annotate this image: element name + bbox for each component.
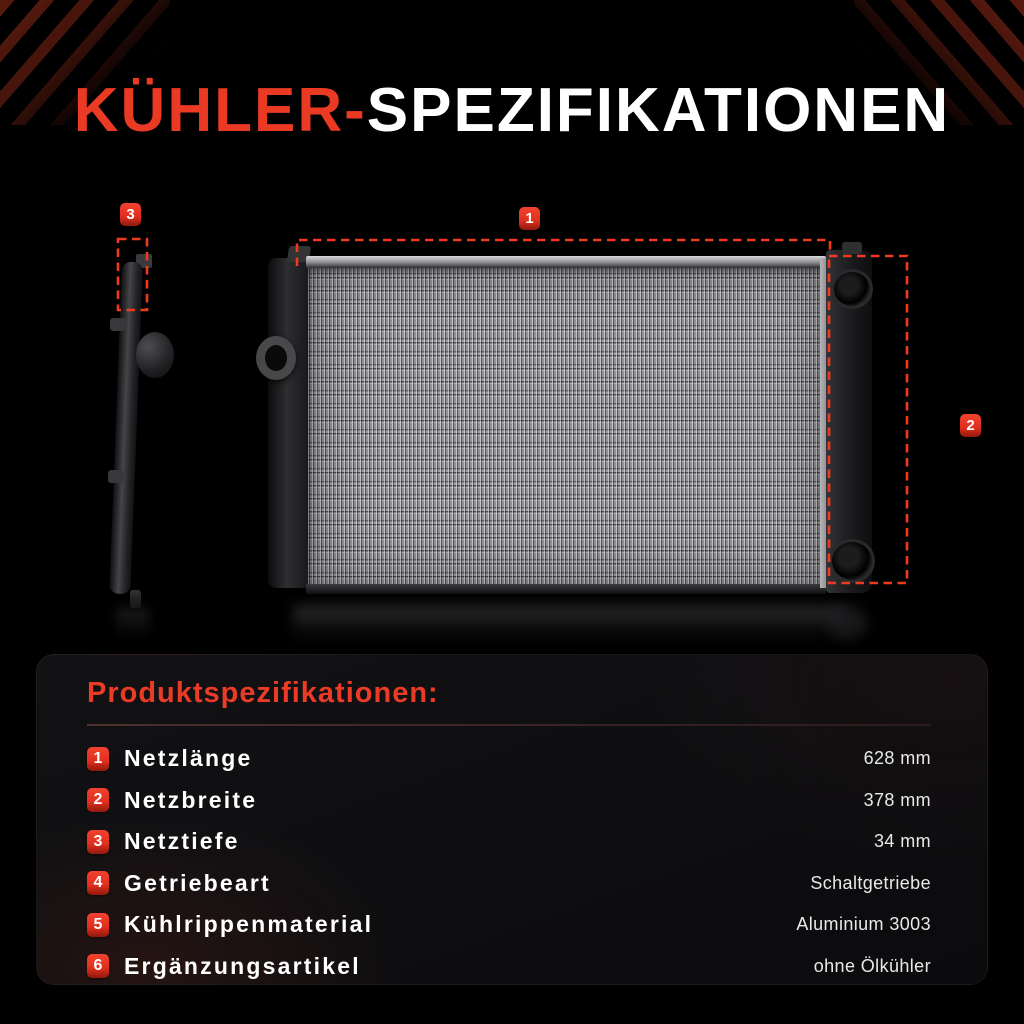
port-reflection bbox=[828, 606, 868, 640]
spec-row-netztiefe bbox=[87, 821, 931, 863]
spec-value: Schaltgetriebe bbox=[810, 872, 931, 893]
spec-number-badge: 2 bbox=[87, 788, 109, 812]
spec-row-ergaenzungsartikel bbox=[87, 946, 931, 988]
spec-value: 628 mm bbox=[863, 748, 931, 769]
dimension-marker-1: 1 bbox=[519, 207, 540, 230]
radiator-side-round-boss bbox=[136, 332, 174, 378]
side-view-reflection bbox=[116, 608, 150, 650]
spec-value: Aluminium 3003 bbox=[796, 914, 931, 935]
spec-row-netzbreite bbox=[87, 780, 931, 822]
radiator-top-hose-port bbox=[834, 272, 870, 306]
spec-number-badge: 3 bbox=[87, 830, 109, 854]
spec-label: Netzlänge bbox=[124, 745, 253, 772]
spec-label: Ergänzungsartikel bbox=[124, 952, 361, 979]
radiator-bottom-hose-port bbox=[832, 542, 872, 580]
dimension-marker-3: 3 bbox=[120, 203, 141, 226]
spec-value: ohne Ölkühler bbox=[813, 955, 931, 976]
spec-label: Netztiefe bbox=[124, 828, 240, 855]
spec-number-badge: 5 bbox=[87, 913, 109, 937]
radiator-filler-clip bbox=[842, 242, 862, 254]
page-title-rest: SPEZIFIKATIONEN bbox=[366, 76, 951, 145]
radiator-side-fitting-lower bbox=[108, 470, 124, 483]
spec-row-kuehlrippenmaterial bbox=[87, 904, 931, 946]
radiator-side-fitting-upper bbox=[110, 318, 126, 331]
spec-rows-list bbox=[87, 738, 931, 987]
radiator-side-view-photo bbox=[106, 254, 190, 606]
heading-divider bbox=[87, 724, 931, 726]
radiator-reflection bbox=[292, 606, 848, 652]
spec-label: Getriebeart bbox=[124, 869, 271, 896]
radiator-side-tank-body bbox=[109, 262, 143, 595]
spec-row-netzlaenge bbox=[87, 738, 931, 780]
spec-value: 34 mm bbox=[873, 831, 931, 852]
spec-number-badge: 4 bbox=[87, 871, 109, 895]
radiator-core-mesh bbox=[308, 264, 824, 586]
page-title-highlight: KÜHLER- bbox=[73, 76, 367, 145]
panel-heading: Produktspezifikationen: bbox=[87, 677, 439, 709]
product-specifications-panel bbox=[36, 654, 988, 985]
dimension-marker-2: 2 bbox=[960, 414, 981, 437]
spec-number-badge: 6 bbox=[87, 954, 109, 978]
page-title bbox=[0, 76, 1024, 145]
spec-label: Netzbreite bbox=[124, 786, 258, 813]
radiator-front-view-photo bbox=[268, 248, 872, 595]
spec-value: 378 mm bbox=[863, 789, 931, 810]
spec-row-getriebeart bbox=[87, 863, 931, 905]
radiator-left-mounting-ring bbox=[256, 336, 296, 380]
spec-number-badge: 1 bbox=[87, 747, 109, 771]
spec-label: Kühlrippenmaterial bbox=[124, 911, 374, 938]
radiator-left-tank bbox=[268, 258, 310, 588]
radiator-right-tank bbox=[826, 250, 872, 593]
radiator-side-bottom-pin bbox=[130, 590, 141, 608]
